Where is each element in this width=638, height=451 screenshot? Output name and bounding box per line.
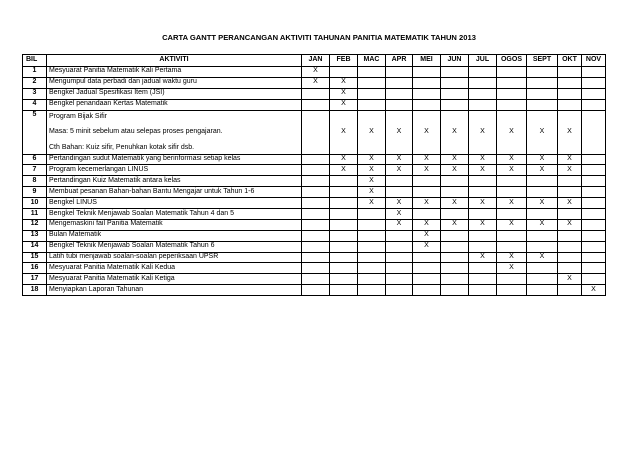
month-cell: X bbox=[413, 165, 441, 176]
month-cell bbox=[497, 241, 527, 252]
month-cell: X bbox=[413, 154, 441, 165]
month-cell bbox=[413, 176, 441, 187]
header-row bbox=[23, 55, 606, 67]
month-cell bbox=[330, 274, 358, 285]
header-month: MEI bbox=[413, 55, 441, 67]
month-cell bbox=[358, 230, 386, 241]
row-number: 9 bbox=[23, 187, 47, 198]
month-cell bbox=[302, 165, 330, 176]
month-cell: X bbox=[469, 110, 497, 154]
activity-cell: Mesyuarat Panitia Matematik Kali Ketiga bbox=[47, 274, 302, 285]
month-cell bbox=[413, 252, 441, 263]
month-cell bbox=[330, 230, 358, 241]
month-cell bbox=[469, 263, 497, 274]
month-cell bbox=[497, 88, 527, 99]
activity-cell: Pertandingan sudut Matematik yang berinformasi setiap kelas bbox=[47, 154, 302, 165]
table-row bbox=[23, 176, 606, 187]
header-aktiviti: AKTIVITI bbox=[47, 55, 302, 67]
month-cell bbox=[302, 176, 330, 187]
month-cell bbox=[582, 252, 606, 263]
month-cell: X bbox=[330, 110, 358, 154]
month-cell bbox=[469, 230, 497, 241]
month-cell: X bbox=[558, 165, 582, 176]
activity-cell: Bengkel Teknik Menjawab Soalan Matematik Tahun 6 bbox=[47, 241, 302, 252]
month-cell: X bbox=[497, 110, 527, 154]
month-cell bbox=[330, 263, 358, 274]
row-number: 8 bbox=[23, 176, 47, 187]
header-bil: BIL bbox=[23, 55, 47, 67]
month-cell bbox=[330, 176, 358, 187]
month-cell bbox=[358, 274, 386, 285]
month-cell bbox=[413, 67, 441, 78]
month-cell bbox=[497, 99, 527, 110]
activity-cell: Program kecemerlangan LINUS bbox=[47, 165, 302, 176]
month-cell bbox=[358, 209, 386, 220]
month-cell bbox=[386, 230, 413, 241]
month-cell bbox=[302, 263, 330, 274]
month-cell bbox=[441, 209, 469, 220]
month-cell bbox=[302, 252, 330, 263]
month-cell bbox=[302, 285, 330, 296]
month-cell bbox=[469, 99, 497, 110]
table-row bbox=[23, 198, 606, 209]
row-number: 6 bbox=[23, 154, 47, 165]
month-cell bbox=[441, 274, 469, 285]
month-cell: X bbox=[330, 99, 358, 110]
month-cell bbox=[386, 252, 413, 263]
row-number: 7 bbox=[23, 165, 47, 176]
table-row bbox=[23, 219, 606, 230]
month-cell: X bbox=[358, 198, 386, 209]
month-cell bbox=[497, 176, 527, 187]
month-cell: X bbox=[497, 165, 527, 176]
activity-cell: Mengumpul data perbadi dan jadual waktu guru bbox=[47, 77, 302, 88]
header-month: OKT bbox=[558, 55, 582, 67]
month-cell bbox=[386, 67, 413, 78]
month-cell: X bbox=[413, 230, 441, 241]
header-month: JUL bbox=[469, 55, 497, 67]
row-number: 14 bbox=[23, 241, 47, 252]
month-cell bbox=[497, 67, 527, 78]
table-row bbox=[23, 67, 606, 78]
month-cell bbox=[582, 187, 606, 198]
month-cell bbox=[558, 252, 582, 263]
activity-line: Masa: 5 minit sebelum atau selepas proses pengajaran. bbox=[49, 128, 223, 136]
activity-cell: Latih tubi menjawab soalan-soalan peperiksaan UPSR bbox=[47, 252, 302, 263]
month-cell bbox=[386, 176, 413, 187]
month-cell: X bbox=[358, 110, 386, 154]
month-cell: X bbox=[441, 154, 469, 165]
month-cell bbox=[497, 187, 527, 198]
month-cell bbox=[558, 263, 582, 274]
table-row bbox=[23, 241, 606, 252]
month-cell bbox=[469, 274, 497, 285]
header-month: JAN bbox=[302, 55, 330, 67]
month-cell bbox=[413, 263, 441, 274]
activity-cell: Mengemaskini fail Panitia Matematik bbox=[47, 219, 302, 230]
month-cell bbox=[527, 67, 558, 78]
month-cell bbox=[302, 219, 330, 230]
month-cell: X bbox=[582, 285, 606, 296]
month-cell bbox=[582, 77, 606, 88]
month-cell bbox=[558, 99, 582, 110]
month-cell bbox=[413, 99, 441, 110]
activity-cell: Mesyuarat Panitia Matematik Kali Pertama bbox=[47, 67, 302, 78]
month-cell bbox=[497, 209, 527, 220]
activity-cell: Bengkel penandaan Kertas Matematik bbox=[47, 99, 302, 110]
table-row bbox=[23, 274, 606, 285]
month-cell bbox=[582, 209, 606, 220]
row-number: 15 bbox=[23, 252, 47, 263]
month-cell bbox=[358, 285, 386, 296]
month-cell bbox=[582, 274, 606, 285]
month-cell bbox=[582, 241, 606, 252]
month-cell bbox=[358, 252, 386, 263]
month-cell bbox=[441, 77, 469, 88]
month-cell bbox=[358, 219, 386, 230]
row-number: 2 bbox=[23, 77, 47, 88]
month-cell bbox=[558, 77, 582, 88]
table-row bbox=[23, 77, 606, 88]
month-cell: X bbox=[558, 219, 582, 230]
row-number: 4 bbox=[23, 99, 47, 110]
month-cell: X bbox=[413, 241, 441, 252]
activity-line: Program Bijak Sifir bbox=[49, 112, 107, 120]
month-cell: X bbox=[386, 219, 413, 230]
month-cell: X bbox=[527, 154, 558, 165]
month-cell bbox=[386, 77, 413, 88]
month-cell bbox=[527, 230, 558, 241]
month-cell bbox=[582, 110, 606, 154]
month-cell bbox=[497, 274, 527, 285]
activity-cell: Menyiapkan Laporan Tahunan bbox=[47, 285, 302, 296]
month-cell bbox=[441, 99, 469, 110]
month-cell bbox=[527, 99, 558, 110]
month-cell: X bbox=[358, 187, 386, 198]
month-cell: X bbox=[527, 110, 558, 154]
month-cell bbox=[302, 241, 330, 252]
month-cell bbox=[358, 241, 386, 252]
month-cell bbox=[358, 88, 386, 99]
month-cell bbox=[582, 88, 606, 99]
month-cell bbox=[302, 154, 330, 165]
month-cell: X bbox=[527, 198, 558, 209]
month-cell bbox=[330, 209, 358, 220]
month-cell bbox=[330, 187, 358, 198]
month-cell bbox=[558, 230, 582, 241]
month-cell bbox=[330, 219, 358, 230]
month-cell: X bbox=[441, 165, 469, 176]
month-cell: X bbox=[558, 274, 582, 285]
month-cell bbox=[302, 209, 330, 220]
month-cell bbox=[413, 77, 441, 88]
month-cell bbox=[386, 263, 413, 274]
month-cell: X bbox=[330, 88, 358, 99]
month-cell bbox=[582, 230, 606, 241]
month-cell: X bbox=[558, 154, 582, 165]
month-cell: X bbox=[413, 219, 441, 230]
month-cell: X bbox=[469, 154, 497, 165]
month-cell bbox=[441, 241, 469, 252]
table-row bbox=[23, 285, 606, 296]
activity-cell: Bulan Matematik bbox=[47, 230, 302, 241]
month-cell: X bbox=[330, 77, 358, 88]
month-cell: X bbox=[441, 110, 469, 154]
month-cell: X bbox=[413, 110, 441, 154]
month-cell: X bbox=[358, 176, 386, 187]
month-cell bbox=[527, 77, 558, 88]
activity-cell: Bengkel Teknik Menjawab Soalan Matematik Tahun 4 dan 5 bbox=[47, 209, 302, 220]
month-cell: X bbox=[386, 154, 413, 165]
month-cell bbox=[441, 88, 469, 99]
month-cell: X bbox=[469, 165, 497, 176]
month-cell: X bbox=[497, 263, 527, 274]
month-cell: X bbox=[469, 198, 497, 209]
month-cell: X bbox=[497, 198, 527, 209]
header-month: OGOS bbox=[497, 55, 527, 67]
month-cell: X bbox=[330, 154, 358, 165]
month-cell bbox=[302, 110, 330, 154]
month-cell: X bbox=[330, 165, 358, 176]
activity-cell: Pertandingan Kuiz Matematik antara kelas bbox=[47, 176, 302, 187]
month-cell bbox=[330, 241, 358, 252]
month-cell: X bbox=[413, 198, 441, 209]
table-row bbox=[23, 187, 606, 198]
month-cell bbox=[582, 219, 606, 230]
month-cell: X bbox=[302, 67, 330, 78]
month-cell bbox=[469, 77, 497, 88]
month-cell bbox=[413, 285, 441, 296]
month-cell bbox=[497, 285, 527, 296]
month-cell bbox=[469, 241, 497, 252]
month-cell: X bbox=[497, 219, 527, 230]
month-cell: X bbox=[469, 219, 497, 230]
month-cell bbox=[358, 99, 386, 110]
month-cell bbox=[558, 67, 582, 78]
month-cell bbox=[441, 176, 469, 187]
month-cell bbox=[330, 285, 358, 296]
month-cell bbox=[302, 187, 330, 198]
month-cell bbox=[582, 198, 606, 209]
month-cell bbox=[441, 230, 469, 241]
month-cell bbox=[358, 77, 386, 88]
table-row bbox=[23, 165, 606, 176]
activity-line: Cth Bahan: Kuiz sifir, Penuhkan kotak sifir dsb. bbox=[49, 143, 195, 151]
month-cell bbox=[582, 176, 606, 187]
month-cell: X bbox=[527, 252, 558, 263]
month-cell: X bbox=[558, 110, 582, 154]
month-cell bbox=[413, 209, 441, 220]
month-cell bbox=[582, 99, 606, 110]
month-cell bbox=[441, 67, 469, 78]
month-cell: X bbox=[386, 209, 413, 220]
month-cell bbox=[469, 67, 497, 78]
gantt-table bbox=[22, 54, 606, 296]
table-row bbox=[23, 209, 606, 220]
month-cell bbox=[527, 187, 558, 198]
month-cell: X bbox=[302, 77, 330, 88]
row-number: 18 bbox=[23, 285, 47, 296]
month-cell bbox=[386, 88, 413, 99]
month-cell: X bbox=[441, 198, 469, 209]
month-cell bbox=[527, 176, 558, 187]
month-cell bbox=[386, 99, 413, 110]
month-cell bbox=[441, 252, 469, 263]
month-cell bbox=[527, 285, 558, 296]
row-number: 5 bbox=[23, 110, 47, 154]
table-row bbox=[23, 263, 606, 274]
table-row bbox=[23, 230, 606, 241]
month-cell bbox=[558, 241, 582, 252]
month-cell bbox=[497, 230, 527, 241]
month-cell bbox=[582, 263, 606, 274]
month-cell bbox=[527, 241, 558, 252]
month-cell: X bbox=[527, 219, 558, 230]
activity-cell: Mesyuarat Panitia Matematik Kali Kedua bbox=[47, 263, 302, 274]
header-month: APR bbox=[386, 55, 413, 67]
month-cell bbox=[558, 209, 582, 220]
month-cell bbox=[582, 165, 606, 176]
month-cell bbox=[302, 274, 330, 285]
month-cell bbox=[469, 176, 497, 187]
month-cell bbox=[582, 154, 606, 165]
month-cell bbox=[386, 187, 413, 198]
header-month: SEPT bbox=[527, 55, 558, 67]
month-cell bbox=[330, 198, 358, 209]
table-row bbox=[23, 252, 606, 263]
header-month: FEB bbox=[330, 55, 358, 67]
month-cell bbox=[386, 285, 413, 296]
month-cell bbox=[413, 274, 441, 285]
month-cell bbox=[527, 88, 558, 99]
month-cell bbox=[413, 187, 441, 198]
month-cell: X bbox=[386, 165, 413, 176]
month-cell bbox=[302, 230, 330, 241]
activity-cell: Membuat pesanan Bahan-bahan Bantu Mengajar untuk Tahun 1-6 bbox=[47, 187, 302, 198]
month-cell bbox=[441, 187, 469, 198]
month-cell bbox=[386, 274, 413, 285]
row-number: 17 bbox=[23, 274, 47, 285]
table-row bbox=[23, 154, 606, 165]
month-cell bbox=[469, 187, 497, 198]
month-cell bbox=[469, 209, 497, 220]
month-cell: X bbox=[469, 252, 497, 263]
month-cell bbox=[558, 88, 582, 99]
month-cell: X bbox=[441, 219, 469, 230]
month-cell bbox=[330, 67, 358, 78]
header-month: MAC bbox=[358, 55, 386, 67]
month-cell bbox=[358, 263, 386, 274]
activity-cell bbox=[47, 110, 302, 154]
table-row bbox=[23, 88, 606, 99]
month-cell bbox=[469, 88, 497, 99]
month-cell bbox=[497, 77, 527, 88]
row-number: 11 bbox=[23, 209, 47, 220]
row-number: 16 bbox=[23, 263, 47, 274]
row-number: 12 bbox=[23, 219, 47, 230]
month-cell: X bbox=[386, 110, 413, 154]
month-cell bbox=[441, 263, 469, 274]
row-number: 10 bbox=[23, 198, 47, 209]
row-number: 1 bbox=[23, 67, 47, 78]
month-cell: X bbox=[497, 252, 527, 263]
header-month: JUN bbox=[441, 55, 469, 67]
activity-cell: Bengkel Jadual Spesifikasi Item (JSI) bbox=[47, 88, 302, 99]
month-cell bbox=[413, 88, 441, 99]
month-cell bbox=[386, 241, 413, 252]
page-title: CARTA GANTT PERANCANGAN AKTIVITI TAHUNAN PANITIA MATEMATIK TAHUN 2013 bbox=[162, 33, 476, 42]
month-cell: X bbox=[358, 165, 386, 176]
month-cell bbox=[302, 198, 330, 209]
month-cell bbox=[527, 274, 558, 285]
month-cell bbox=[358, 67, 386, 78]
month-cell bbox=[558, 285, 582, 296]
month-cell bbox=[527, 209, 558, 220]
month-cell bbox=[582, 67, 606, 78]
month-cell bbox=[469, 285, 497, 296]
month-cell bbox=[441, 285, 469, 296]
gantt-body bbox=[23, 67, 606, 296]
header-month: NOV bbox=[582, 55, 606, 67]
row-number: 13 bbox=[23, 230, 47, 241]
row-number: 3 bbox=[23, 88, 47, 99]
activity-cell: Bengkel LINUS bbox=[47, 198, 302, 209]
month-cell: X bbox=[358, 154, 386, 165]
month-cell bbox=[558, 176, 582, 187]
month-cell bbox=[302, 88, 330, 99]
month-cell: X bbox=[497, 154, 527, 165]
month-cell bbox=[558, 187, 582, 198]
month-cell bbox=[527, 263, 558, 274]
month-cell: X bbox=[527, 165, 558, 176]
table-row bbox=[23, 99, 606, 110]
month-cell bbox=[330, 252, 358, 263]
month-cell: X bbox=[386, 198, 413, 209]
table-row bbox=[23, 110, 606, 154]
month-cell: X bbox=[558, 198, 582, 209]
month-cell bbox=[302, 99, 330, 110]
